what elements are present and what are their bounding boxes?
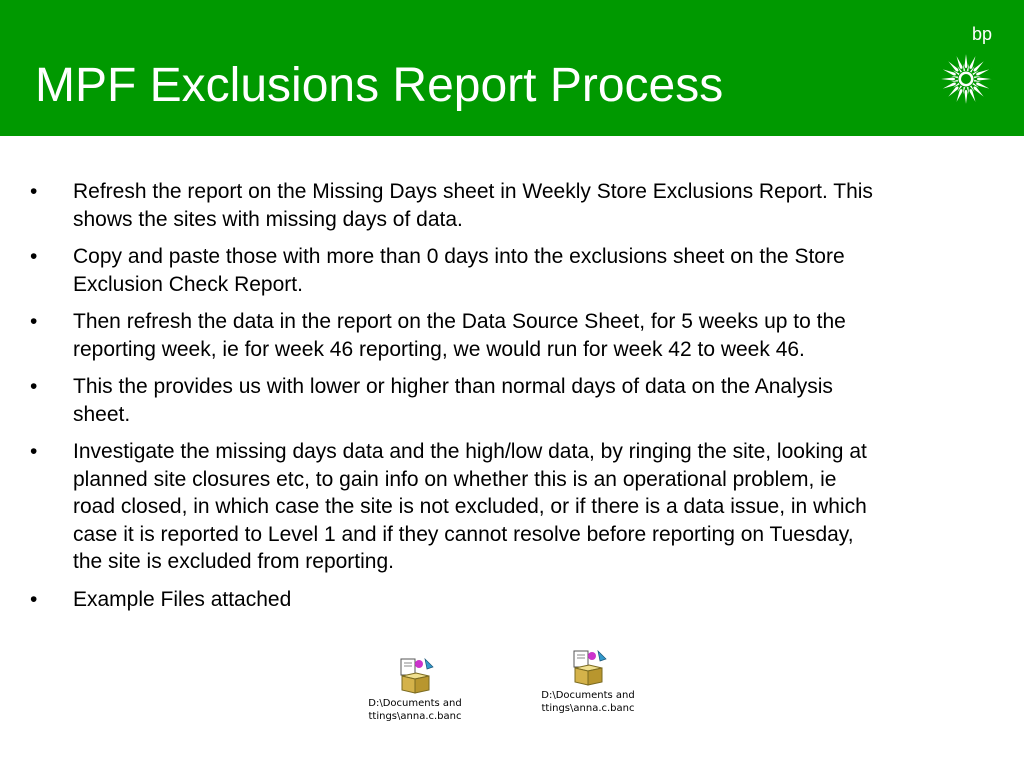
- bullet-item: [30, 438, 880, 576]
- bullet-text: Copy and paste those with more than 0 days into the exclusions sheet on the Store Exclusion Check Report.: [73, 245, 845, 296]
- bullet-item: [30, 373, 880, 428]
- bullet-text: This the provides us with lower or higher than normal days of data on the Analysis sheet.: [73, 375, 833, 426]
- logo-text: bp: [972, 24, 993, 44]
- header-bar: [0, 0, 1024, 136]
- bullet-item: [30, 308, 880, 363]
- bullet-text: Then refresh the data in the report on the Data Source Sheet, for 5 weeks up to the reporting week, ie for week 46 reporting, we would run for week 42 to week 46.: [73, 310, 846, 361]
- bullet-marker: •: [30, 440, 38, 463]
- bullet-text: Refresh the report on the Missing Days sheet in Weekly Store Exclusions Report. This shows the sites with missing days of data.: [73, 180, 873, 231]
- bullet-item: [30, 586, 880, 614]
- bullet-marker: •: [30, 310, 38, 333]
- bullet-text: Investigate the missing days data and the high/low data, by ringing the site, looking at planned site closures etc, to gain info on whether this is an operational problem, ie road closed, in which case the site is not excluded, or if there is a data issue, in which case it is reported to Level 1 and if they cannot resolve before reporting on Tuesday, the site is excluded from reporting.: [73, 440, 867, 573]
- attachment-caption: D:\Documents and ttings\anna.c.banc: [368, 698, 462, 722]
- bullet-marker: •: [30, 587, 38, 611]
- helios-sunflower-icon: [928, 22, 1004, 108]
- slide-title: MPF Exclusions Report Process: [35, 59, 724, 112]
- attachment-file-1[interactable]: [355, 656, 475, 723]
- bullet-text: Example Files attached: [73, 587, 292, 611]
- bullet-marker: •: [30, 180, 38, 203]
- bullet-list: [30, 178, 880, 623]
- bullet-item: [30, 178, 880, 233]
- package-file-icon: [568, 648, 608, 686]
- bullet-item: [30, 243, 880, 298]
- package-file-icon: [395, 656, 435, 694]
- bullet-marker: •: [30, 375, 38, 398]
- attachment-caption: D:\Documents and ttings\anna.c.banc: [541, 690, 635, 714]
- bullet-marker: •: [30, 245, 38, 268]
- attachment-file-2[interactable]: [528, 648, 648, 715]
